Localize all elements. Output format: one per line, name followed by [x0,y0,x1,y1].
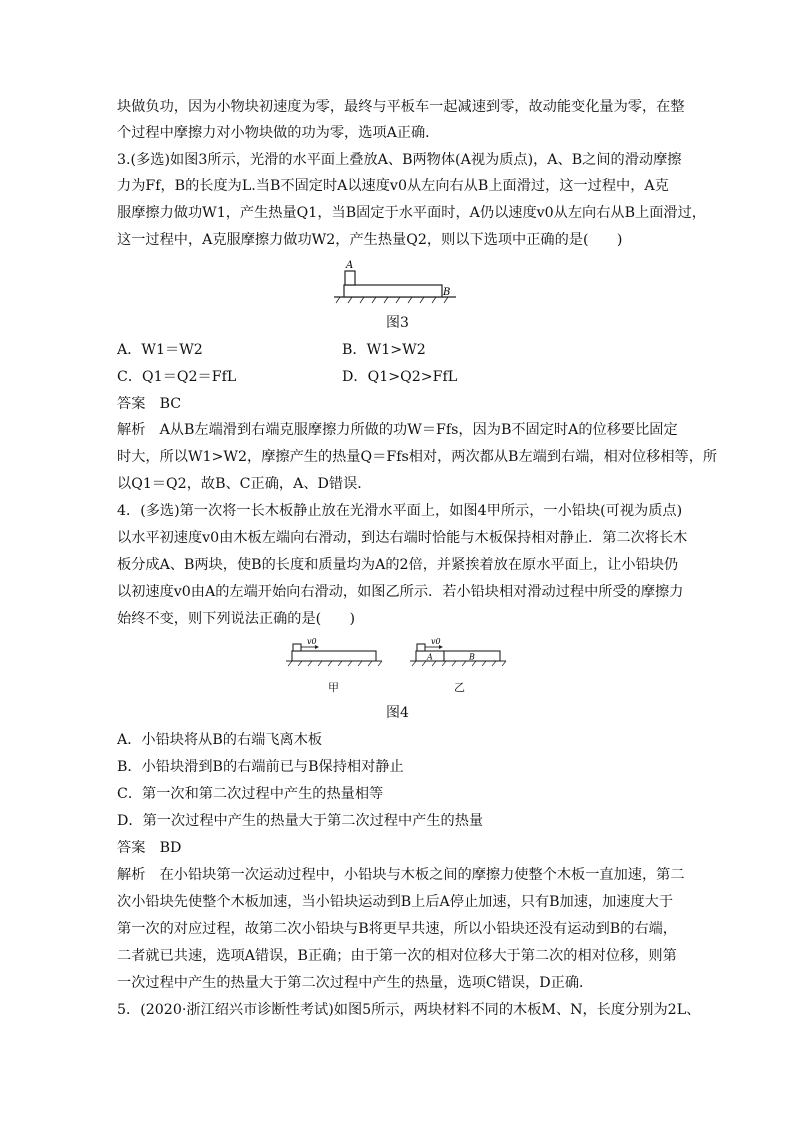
label-b: B [443,287,451,298]
label-a: A [346,260,354,271]
figure-3-caption: 图3 [386,315,409,331]
q3-analysis-line-1: 解析 A从B左端滑到右端克服摩擦力所做的功W＝Ffs，因为B不固定时A的位移要比固定 [117,422,678,438]
q4-option-b: B．小铅块滑到B的右端前已与B保持相对静止 [117,759,404,775]
q3-option-c: C．Q1＝Q2＝FfL [117,369,237,385]
prev-answer-line-2: 个过程中摩擦力对小物块做的功为零，选项A正确． [117,125,440,141]
figure-3-diagram [330,255,460,307]
q4-analysis-line-2: 次小铅块先使整个木板加速，当小铅块运动到B上后A停止加速，只有B加速，加速度大于 [117,894,674,910]
velocity-label: v0 [431,637,441,646]
q3-option-b: B．W1>W2 [342,342,426,358]
q3-option-d: D．Q1>Q2>FfL [342,369,458,385]
lead-block [417,644,425,651]
q3-analysis-line-2: 时大，所以W1>W2，摩擦产生的热量Q＝Ffs相对，两次都从B左端到右端，相对位移相等，所 [117,449,718,465]
q4-stem-line-3: 板分成A、B两块，使B的长度和质量均为A的2倍，并紧挨着放在原水平面上，让小铅块仍 [117,557,679,573]
label-b: B [469,652,475,662]
q3-stem-line-2: 力为Ff，B的长度为L.当B不固定时A以速度v0从左向右从B上面滑过，这一过程中，A克 [117,178,669,194]
lead-block [293,644,301,651]
q4-analysis-line-3: 第一次的对应过程，故第二次小铅块与B将更早共速，所以小铅块还没有运动到B的右端， [117,921,677,937]
q4-stem-line-5: 始终不变，则下列说法正确的是( ) [117,611,356,627]
board-b [344,285,442,297]
q5-stem-line-1: 5．(2020·浙江绍兴市诊断性考试)如图5所示，两块材料不同的木板M、N，长度分别为2L、 [117,1002,701,1018]
q3-analysis-line-3: 以Q1＝Q2，故B、C正确，A、D错误． [117,476,372,492]
q4-analysis-line-5: 一次过程中产生的热量大于第二次过程中产生的热量，选项C错误，D正确． [117,975,594,991]
q4-answer: 答案 BD [117,840,182,856]
figure-4-jia-label: 甲 [328,681,339,694]
q4-stem-line-2: 以水平初速度v0由木板左端向右滑动，到达右端时恰能与木板保持相对静止．第二次将长木 [117,530,688,546]
label-a: A [427,652,433,662]
q3-option-a: A．W1＝W2 [117,342,203,358]
prev-answer-line-1: 块做负功，因为小物块初速度为零，最终与平板车一起减速到零，故动能变化量为零，在整 [117,99,685,115]
q4-analysis-line-1: 解析 在小铅块第一次运动过程中，小铅块与木板之间的摩擦力使整个木板一直加速，第二 [117,867,685,883]
ground-hatching [412,661,506,666]
figure-4-caption: 图4 [386,705,409,721]
q3-answer: 答案 BC [117,396,182,412]
q3-stem-line-3: 服摩擦力做功W1，产生热量Q1，当B固定于水平面时，A仍以速度v0从左向右从B上面滑过， [117,205,706,221]
figure-4-jia-diagram [284,636,384,670]
q4-option-c: C．第一次和第二次过程中产生的热量相等 [117,786,384,802]
q4-analysis-line-4: 二者就已共速，选项A错误，B正确；由于第一次的相对位移大于第二次的相对位移，则第 [117,948,677,964]
velocity-label: v0 [307,637,317,646]
long-board [292,651,376,661]
q3-stem-line-4: 这一过程中，A克服摩擦力做功W2，产生热量Q2，则以下选项中正确的是( ) [117,232,623,248]
q4-option-d: D．第一次过程中产生的热量大于第二次过程中产生的热量 [117,813,484,829]
block-a [345,271,355,285]
q3-stem-line-1: 3.(多选)如图3所示，光滑的水平面上叠放A、B两物体(A视为质点)，A、B之间的滑动摩擦 [117,152,682,168]
q4-stem-line-4: 以初速度v0由A的左端开始向右滑动，如图乙所示．若小铅块相对滑动过程中所受的摩擦力 [117,584,684,600]
q4-stem-line-1: 4．(多选)第一次将一长木板静止放在光滑水平面上，如图4甲所示，一小铅块(可视为质点) [117,503,683,519]
ground-hatching [336,297,448,303]
figure-4-yi-diagram [408,636,508,670]
ground-hatching [288,661,382,666]
figure-4-yi-label: 乙 [454,681,465,694]
q4-option-a: A．小铅块将从B的右端飞离木板 [117,732,323,748]
